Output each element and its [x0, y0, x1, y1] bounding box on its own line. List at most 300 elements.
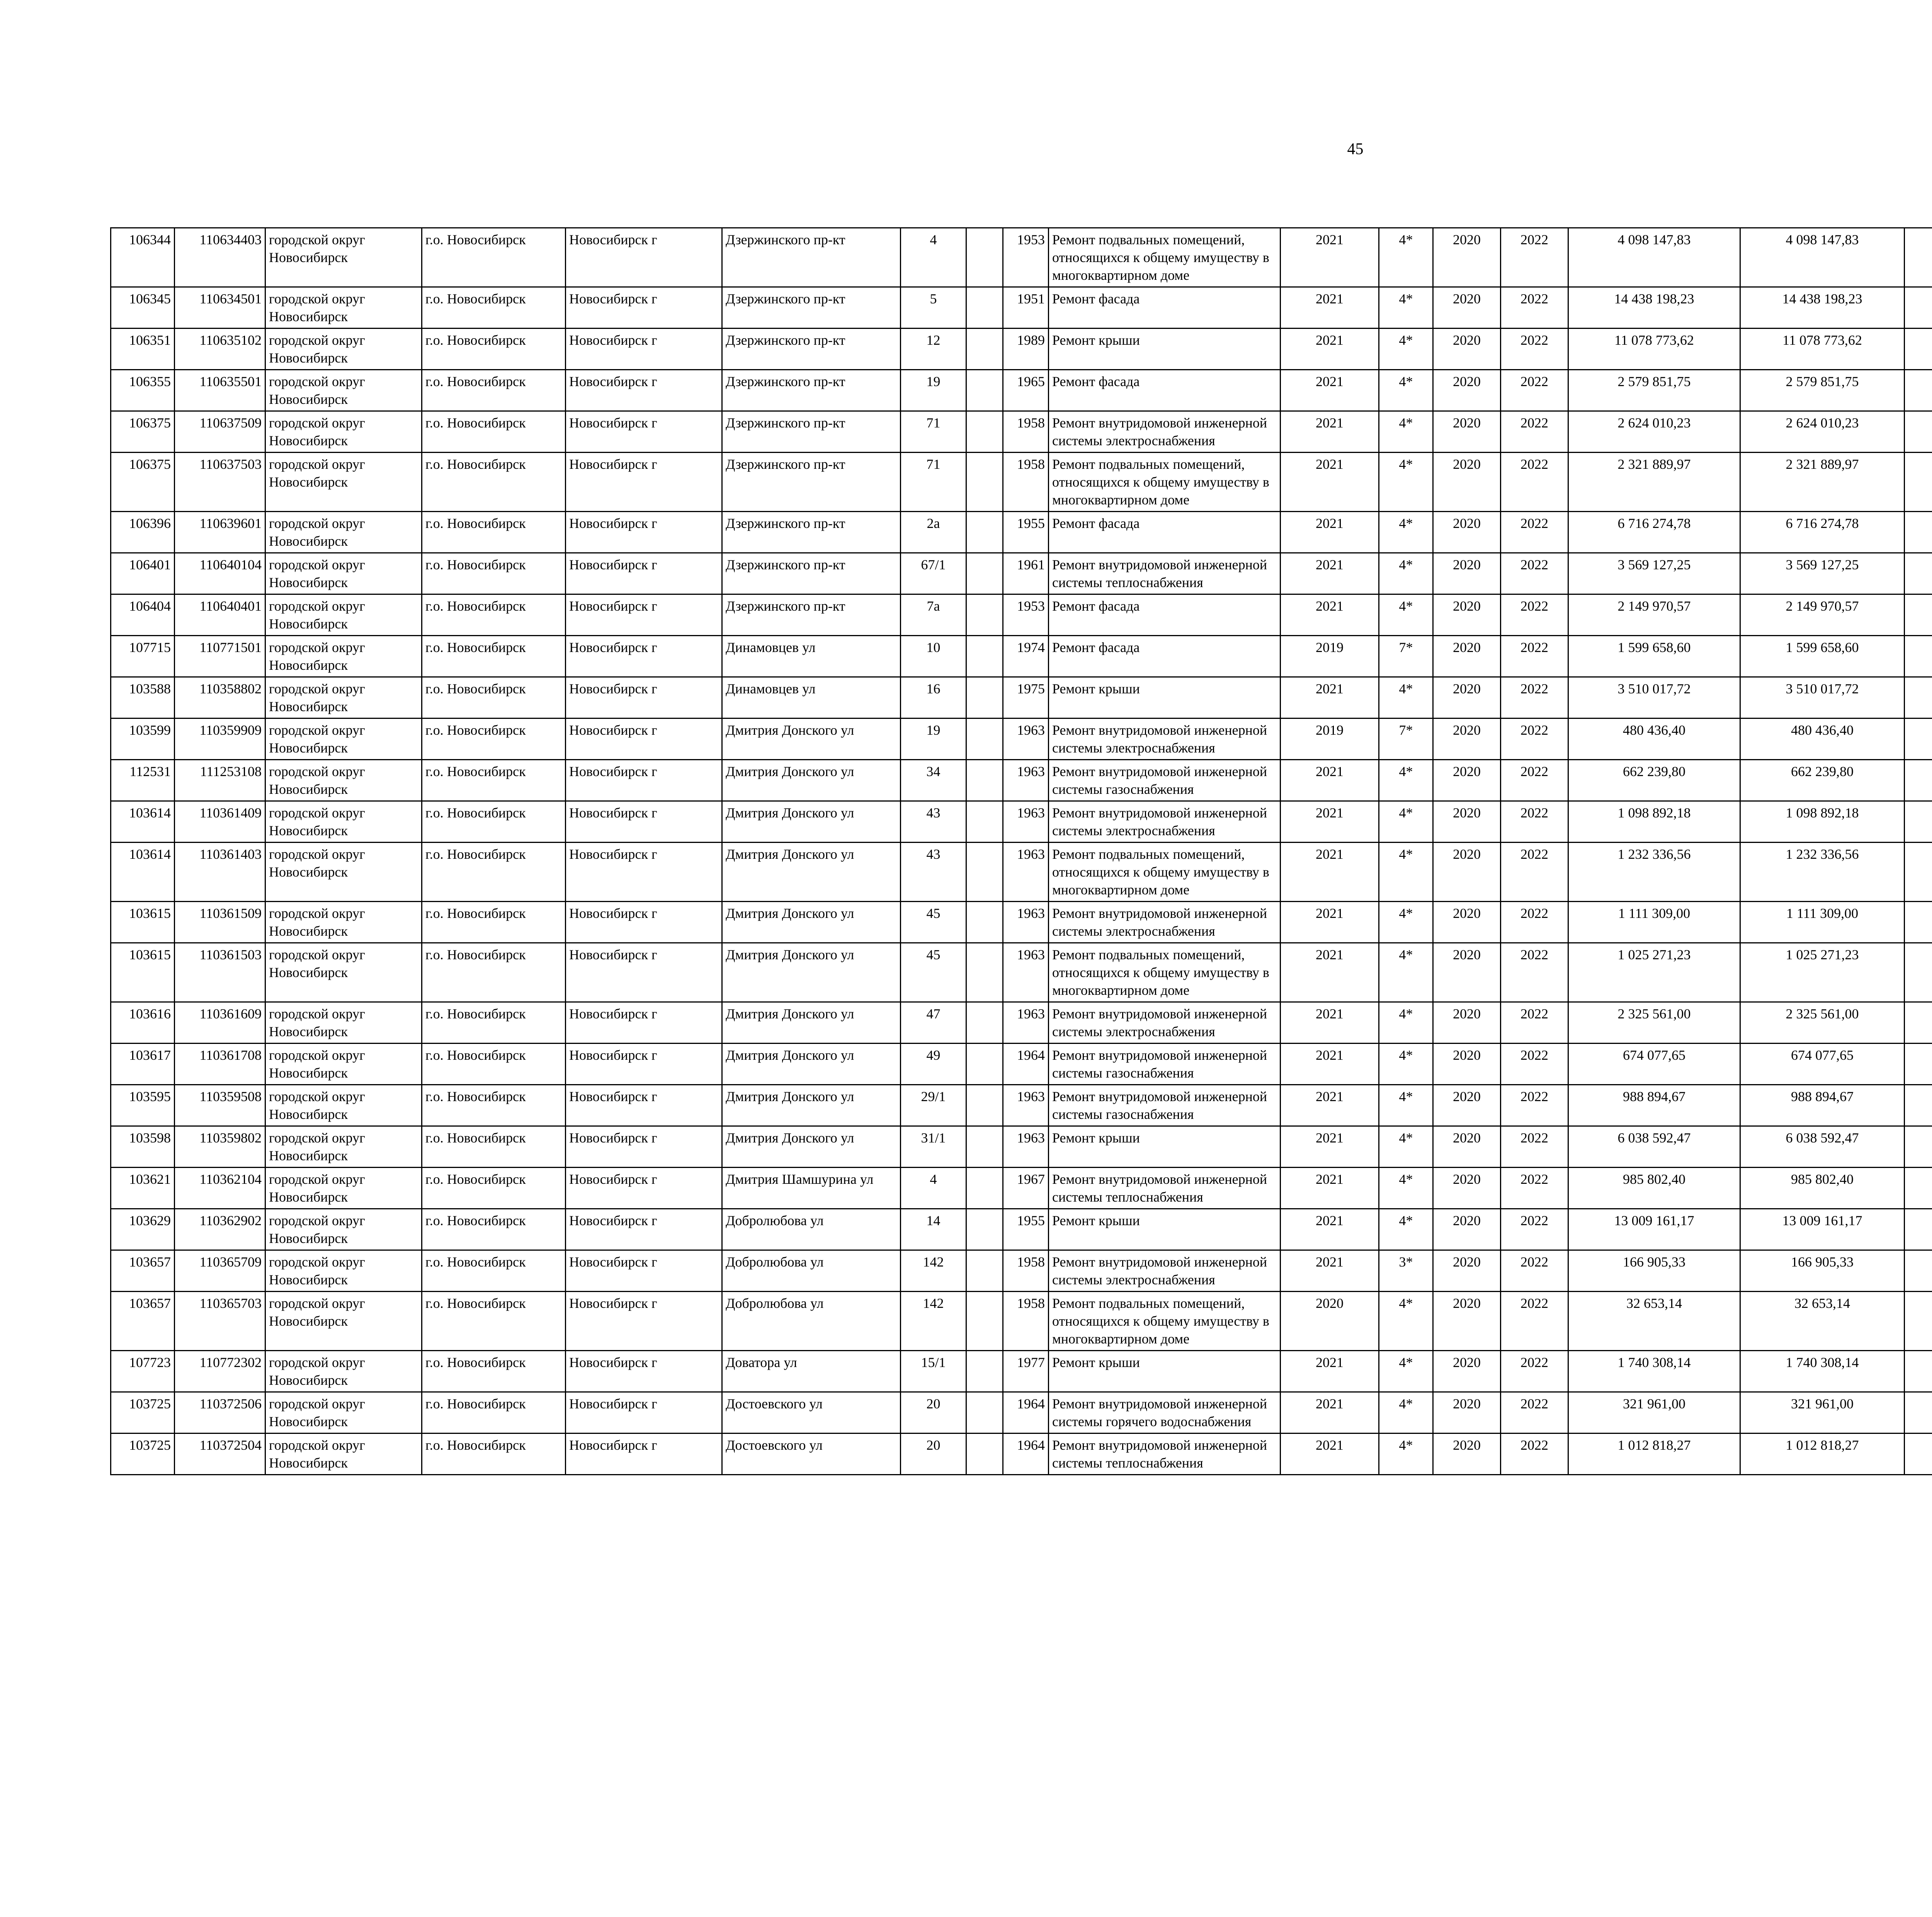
work-type-cell: Ремонт крыши: [1049, 1126, 1281, 1168]
build-year-cell: 1963: [1003, 902, 1049, 943]
house-number-cell: 71: [901, 411, 966, 453]
work-type-cell: Ремонт подвальных помещений, относящихся к общему имуществу в многоквартирном доме: [1049, 943, 1281, 1002]
house-number-cell: 31/1: [901, 1126, 966, 1168]
work-type-cell: Ремонт крыши: [1049, 1351, 1281, 1392]
object-id-cell: 106401: [111, 553, 175, 594]
total-cost-cell: 662 239,80: [1568, 760, 1740, 801]
work-type-cell: Ремонт подвальных помещений, относящихся к общему имуществу в многоквартирном доме: [1049, 453, 1281, 512]
work-type-cell: Ремонт фасада: [1049, 370, 1281, 411]
work-type-cell: Ремонт крыши: [1049, 329, 1281, 370]
city-district-cell: г.о. Новосибирск: [422, 1392, 566, 1433]
locality-cell: Новосибирск г: [566, 718, 722, 760]
street-cell: Достоевского ул: [722, 1392, 901, 1433]
work-type-cell: Ремонт фасада: [1049, 512, 1281, 553]
value-1-cell: [1905, 801, 1932, 843]
city-district-cell: г.о. Новосибирск: [422, 636, 566, 677]
city-district-cell: г.о. Новосибирск: [422, 370, 566, 411]
street-cell: Дмитрия Донского ул: [722, 1085, 901, 1126]
building-cell: [966, 287, 1003, 329]
municipal-district-cell: городской округ Новосибирск: [265, 1209, 422, 1250]
locality-cell: Новосибирск г: [566, 943, 722, 1002]
category-cell: 4*: [1379, 1085, 1433, 1126]
building-cell: [966, 1433, 1003, 1475]
build-year-cell: 1964: [1003, 1044, 1049, 1085]
city-district-cell: г.о. Новосибирск: [422, 1209, 566, 1250]
period-end-cell: 2022: [1501, 801, 1568, 843]
work-type-cell: Ремонт подвальных помещений, относящихся к общему имуществу в многоквартирном доме: [1049, 843, 1281, 902]
value-1-cell: [1905, 411, 1932, 453]
street-cell: Динамовцев ул: [722, 677, 901, 718]
program-code-cell: 110362104: [175, 1168, 265, 1209]
city-district-cell: г.о. Новосибирск: [422, 718, 566, 760]
fund-cost-cell: 1 232 336,56: [1740, 843, 1905, 902]
total-cost-cell: 985 802,40: [1568, 1168, 1740, 1209]
build-year-cell: 1967: [1003, 1168, 1049, 1209]
page-number: 45: [1347, 140, 1364, 158]
municipal-district-cell: городской округ Новосибирск: [265, 636, 422, 677]
building-cell: [966, 1044, 1003, 1085]
building-cell: [966, 718, 1003, 760]
building-cell: [966, 636, 1003, 677]
program-code-cell: 110640104: [175, 553, 265, 594]
fund-cost-cell: 14 438 198,23: [1740, 287, 1905, 329]
period-start-cell: 2020: [1433, 1085, 1501, 1126]
object-id-cell: 106345: [111, 287, 175, 329]
program-code-cell: 110639601: [175, 512, 265, 553]
period-end-cell: 2022: [1501, 329, 1568, 370]
build-year-cell: 1963: [1003, 1085, 1049, 1126]
street-cell: Добролюбова ул: [722, 1209, 901, 1250]
object-id-cell: 112531: [111, 760, 175, 801]
municipal-district-cell: городской округ Новосибирск: [265, 594, 422, 636]
value-1-cell: [1905, 677, 1932, 718]
locality-cell: Новосибирск г: [566, 1392, 722, 1433]
house-number-cell: 10: [901, 636, 966, 677]
period-start-cell: 2020: [1433, 594, 1501, 636]
category-cell: 4*: [1379, 1351, 1433, 1392]
object-id-cell: 106375: [111, 453, 175, 512]
period-end-cell: 2022: [1501, 1126, 1568, 1168]
object-id-cell: 106355: [111, 370, 175, 411]
plan-year-cell: 2021: [1281, 1002, 1379, 1044]
building-cell: [966, 1085, 1003, 1126]
building-cell: [966, 1002, 1003, 1044]
category-cell: 4*: [1379, 287, 1433, 329]
city-district-cell: г.о. Новосибирск: [422, 943, 566, 1002]
value-1-cell: [1905, 843, 1932, 902]
object-id-cell: 103599: [111, 718, 175, 760]
period-end-cell: 2022: [1501, 1292, 1568, 1351]
capital-repair-table: [110, 227, 1932, 1475]
period-start-cell: 2020: [1433, 453, 1501, 512]
municipal-district-cell: городской округ Новосибирск: [265, 1126, 422, 1168]
table-row: [111, 411, 1932, 453]
street-cell: Дзержинского пр-кт: [722, 411, 901, 453]
plan-year-cell: 2021: [1281, 411, 1379, 453]
plan-year-cell: 2021: [1281, 512, 1379, 553]
table-row: [111, 677, 1932, 718]
build-year-cell: 1963: [1003, 1126, 1049, 1168]
locality-cell: Новосибирск г: [566, 411, 722, 453]
period-start-cell: 2020: [1433, 1292, 1501, 1351]
work-type-cell: Ремонт внутридомовой инженерной системы электроснабжения: [1049, 902, 1281, 943]
program-code-cell: 110637509: [175, 411, 265, 453]
build-year-cell: 1958: [1003, 1292, 1049, 1351]
city-district-cell: г.о. Новосибирск: [422, 1126, 566, 1168]
city-district-cell: г.о. Новосибирск: [422, 411, 566, 453]
work-type-cell: Ремонт внутридомовой инженерной системы теплоснабжения: [1049, 1168, 1281, 1209]
period-start-cell: 2020: [1433, 1250, 1501, 1292]
category-cell: 7*: [1379, 636, 1433, 677]
municipal-district-cell: городской округ Новосибирск: [265, 411, 422, 453]
value-1-cell: [1905, 287, 1932, 329]
object-id-cell: 106344: [111, 228, 175, 287]
table-row: [111, 1351, 1932, 1392]
program-code-cell: 110361509: [175, 902, 265, 943]
build-year-cell: 1965: [1003, 370, 1049, 411]
building-cell: [966, 1168, 1003, 1209]
building-cell: [966, 594, 1003, 636]
street-cell: Дмитрия Донского ул: [722, 902, 901, 943]
object-id-cell: 107723: [111, 1351, 175, 1392]
value-1-cell: [1905, 718, 1932, 760]
value-1-cell: [1905, 370, 1932, 411]
build-year-cell: 1989: [1003, 329, 1049, 370]
city-district-cell: г.о. Новосибирск: [422, 594, 566, 636]
value-1-cell: [1905, 453, 1932, 512]
period-start-cell: 2020: [1433, 411, 1501, 453]
plan-year-cell: 2021: [1281, 228, 1379, 287]
city-district-cell: г.о. Новосибирск: [422, 760, 566, 801]
program-code-cell: 110361609: [175, 1002, 265, 1044]
value-1-cell: [1905, 1392, 1932, 1433]
total-cost-cell: 3 510 017,72: [1568, 677, 1740, 718]
building-cell: [966, 801, 1003, 843]
building-cell: [966, 453, 1003, 512]
period-end-cell: 2022: [1501, 370, 1568, 411]
period-start-cell: 2020: [1433, 718, 1501, 760]
street-cell: Дзержинского пр-кт: [722, 553, 901, 594]
program-code-cell: 110640401: [175, 594, 265, 636]
category-cell: 4*: [1379, 411, 1433, 453]
locality-cell: Новосибирск г: [566, 760, 722, 801]
period-end-cell: 2022: [1501, 943, 1568, 1002]
period-start-cell: 2020: [1433, 512, 1501, 553]
locality-cell: Новосибирск г: [566, 287, 722, 329]
period-end-cell: 2022: [1501, 453, 1568, 512]
table-row: [111, 1002, 1932, 1044]
category-cell: 7*: [1379, 718, 1433, 760]
program-code-cell: 110365709: [175, 1250, 265, 1292]
table-row: [111, 287, 1932, 329]
build-year-cell: 1955: [1003, 512, 1049, 553]
work-type-cell: Ремонт внутридомовой инженерной системы электроснабжения: [1049, 1250, 1281, 1292]
fund-cost-cell: 2 624 010,23: [1740, 411, 1905, 453]
work-type-cell: Ремонт внутридомовой инженерной системы теплоснабжения: [1049, 1433, 1281, 1475]
object-id-cell: 103616: [111, 1002, 175, 1044]
category-cell: 4*: [1379, 1392, 1433, 1433]
municipal-district-cell: городской округ Новосибирск: [265, 902, 422, 943]
work-type-cell: Ремонт внутридомовой инженерной системы горячего водоснабжения: [1049, 1392, 1281, 1433]
period-start-cell: 2020: [1433, 228, 1501, 287]
city-district-cell: г.о. Новосибирск: [422, 902, 566, 943]
period-start-cell: 2020: [1433, 843, 1501, 902]
building-cell: [966, 760, 1003, 801]
plan-year-cell: 2021: [1281, 1209, 1379, 1250]
period-start-cell: 2020: [1433, 1002, 1501, 1044]
period-start-cell: 2020: [1433, 943, 1501, 1002]
value-1-cell: [1905, 553, 1932, 594]
build-year-cell: 1951: [1003, 287, 1049, 329]
program-code-cell: 110372504: [175, 1433, 265, 1475]
building-cell: [966, 512, 1003, 553]
street-cell: Добролюбова ул: [722, 1292, 901, 1351]
period-end-cell: 2022: [1501, 512, 1568, 553]
total-cost-cell: 6 038 592,47: [1568, 1126, 1740, 1168]
table-row: [111, 760, 1932, 801]
work-type-cell: Ремонт подвальных помещений, относящихся к общему имуществу в многоквартирном доме: [1049, 228, 1281, 287]
program-code-cell: 110372506: [175, 1392, 265, 1433]
total-cost-cell: 1 740 308,14: [1568, 1351, 1740, 1392]
fund-cost-cell: 1 740 308,14: [1740, 1351, 1905, 1392]
building-cell: [966, 411, 1003, 453]
category-cell: 4*: [1379, 594, 1433, 636]
category-cell: 4*: [1379, 760, 1433, 801]
category-cell: 4*: [1379, 1168, 1433, 1209]
street-cell: Дмитрия Шамшурина ул: [722, 1168, 901, 1209]
table-row: [111, 801, 1932, 843]
city-district-cell: г.о. Новосибирск: [422, 1250, 566, 1292]
object-id-cell: 103629: [111, 1209, 175, 1250]
fund-cost-cell: 2 321 889,97: [1740, 453, 1905, 512]
plan-year-cell: 2021: [1281, 453, 1379, 512]
program-code-cell: 110634501: [175, 287, 265, 329]
period-end-cell: 2022: [1501, 1209, 1568, 1250]
municipal-district-cell: городской округ Новосибирск: [265, 1002, 422, 1044]
object-id-cell: 103595: [111, 1085, 175, 1126]
program-code-cell: 110361708: [175, 1044, 265, 1085]
total-cost-cell: 1 111 309,00: [1568, 902, 1740, 943]
city-district-cell: г.о. Новосибирск: [422, 1292, 566, 1351]
total-cost-cell: 1 025 271,23: [1568, 943, 1740, 1002]
locality-cell: Новосибирск г: [566, 594, 722, 636]
period-end-cell: 2022: [1501, 1351, 1568, 1392]
city-district-cell: г.о. Новосибирск: [422, 677, 566, 718]
work-type-cell: Ремонт подвальных помещений, относящихся к общему имуществу в многоквартирном доме: [1049, 1292, 1281, 1351]
street-cell: Дзержинского пр-кт: [722, 453, 901, 512]
category-cell: 4*: [1379, 512, 1433, 553]
city-district-cell: г.о. Новосибирск: [422, 329, 566, 370]
object-id-cell: 103615: [111, 902, 175, 943]
period-end-cell: 2022: [1501, 1085, 1568, 1126]
period-start-cell: 2020: [1433, 370, 1501, 411]
municipal-district-cell: городской округ Новосибирск: [265, 1351, 422, 1392]
street-cell: Достоевского ул: [722, 1433, 901, 1475]
street-cell: Дзержинского пр-кт: [722, 228, 901, 287]
street-cell: Дмитрия Донского ул: [722, 1126, 901, 1168]
table-row: [111, 1292, 1932, 1351]
house-number-cell: 67/1: [901, 553, 966, 594]
building-cell: [966, 1250, 1003, 1292]
house-number-cell: 29/1: [901, 1085, 966, 1126]
house-number-cell: 43: [901, 801, 966, 843]
fund-cost-cell: 3 569 127,25: [1740, 553, 1905, 594]
period-start-cell: 2020: [1433, 553, 1501, 594]
city-district-cell: г.о. Новосибирск: [422, 1044, 566, 1085]
object-id-cell: 106375: [111, 411, 175, 453]
street-cell: Динамовцев ул: [722, 636, 901, 677]
period-end-cell: 2022: [1501, 411, 1568, 453]
municipal-district-cell: городской округ Новосибирск: [265, 1292, 422, 1351]
city-district-cell: г.о. Новосибирск: [422, 1168, 566, 1209]
city-district-cell: г.о. Новосибирск: [422, 843, 566, 902]
build-year-cell: 1963: [1003, 801, 1049, 843]
period-start-cell: 2020: [1433, 1433, 1501, 1475]
value-1-cell: [1905, 1044, 1932, 1085]
house-number-cell: 20: [901, 1392, 966, 1433]
program-code-cell: 110359909: [175, 718, 265, 760]
city-district-cell: г.о. Новосибирск: [422, 228, 566, 287]
street-cell: Дзержинского пр-кт: [722, 329, 901, 370]
period-start-cell: 2020: [1433, 1209, 1501, 1250]
street-cell: Дмитрия Донского ул: [722, 1002, 901, 1044]
object-id-cell: 106404: [111, 594, 175, 636]
plan-year-cell: 2021: [1281, 943, 1379, 1002]
total-cost-cell: 2 325 561,00: [1568, 1002, 1740, 1044]
category-cell: 4*: [1379, 370, 1433, 411]
city-district-cell: г.о. Новосибирск: [422, 287, 566, 329]
plan-year-cell: 2021: [1281, 287, 1379, 329]
city-district-cell: г.о. Новосибирск: [422, 1002, 566, 1044]
plan-year-cell: 2021: [1281, 1168, 1379, 1209]
municipal-district-cell: городской округ Новосибирск: [265, 512, 422, 553]
total-cost-cell: 988 894,67: [1568, 1085, 1740, 1126]
work-type-cell: Ремонт внутридомовой инженерной системы электроснабжения: [1049, 1002, 1281, 1044]
house-number-cell: 19: [901, 370, 966, 411]
category-cell: 4*: [1379, 1433, 1433, 1475]
program-code-cell: 110359508: [175, 1085, 265, 1126]
category-cell: 4*: [1379, 1002, 1433, 1044]
work-type-cell: Ремонт внутридомовой инженерной системы газоснабжения: [1049, 1044, 1281, 1085]
locality-cell: Новосибирск г: [566, 1250, 722, 1292]
plan-year-cell: 2020: [1281, 1292, 1379, 1351]
period-start-cell: 2020: [1433, 329, 1501, 370]
house-number-cell: 7а: [901, 594, 966, 636]
total-cost-cell: 14 438 198,23: [1568, 287, 1740, 329]
work-type-cell: Ремонт внутридомовой инженерной системы газоснабжения: [1049, 760, 1281, 801]
object-id-cell: 106351: [111, 329, 175, 370]
locality-cell: Новосибирск г: [566, 1433, 722, 1475]
plan-year-cell: 2021: [1281, 902, 1379, 943]
street-cell: Дзержинского пр-кт: [722, 287, 901, 329]
build-year-cell: 1977: [1003, 1351, 1049, 1392]
work-type-cell: Ремонт внутридомовой инженерной системы электроснабжения: [1049, 411, 1281, 453]
municipal-district-cell: городской округ Новосибирск: [265, 943, 422, 1002]
fund-cost-cell: 985 802,40: [1740, 1168, 1905, 1209]
building-cell: [966, 228, 1003, 287]
build-year-cell: 1963: [1003, 943, 1049, 1002]
house-number-cell: 15/1: [901, 1351, 966, 1392]
period-end-cell: 2022: [1501, 636, 1568, 677]
total-cost-cell: 3 569 127,25: [1568, 553, 1740, 594]
category-cell: 4*: [1379, 843, 1433, 902]
period-start-cell: 2020: [1433, 1044, 1501, 1085]
fund-cost-cell: 1 111 309,00: [1740, 902, 1905, 943]
category-cell: 4*: [1379, 677, 1433, 718]
fund-cost-cell: 674 077,65: [1740, 1044, 1905, 1085]
object-id-cell: 103725: [111, 1392, 175, 1433]
work-type-cell: Ремонт внутридомовой инженерной системы газоснабжения: [1049, 1085, 1281, 1126]
municipal-district-cell: городской округ Новосибирск: [265, 1433, 422, 1475]
street-cell: Дмитрия Донского ул: [722, 1044, 901, 1085]
program-code-cell: 110637503: [175, 453, 265, 512]
fund-cost-cell: 1 012 818,27: [1740, 1433, 1905, 1475]
city-district-cell: г.о. Новосибирск: [422, 1351, 566, 1392]
object-id-cell: 103657: [111, 1250, 175, 1292]
city-district-cell: г.о. Новосибирск: [422, 453, 566, 512]
category-cell: 4*: [1379, 1209, 1433, 1250]
fund-cost-cell: 480 436,40: [1740, 718, 1905, 760]
fund-cost-cell: 166 905,33: [1740, 1250, 1905, 1292]
period-end-cell: 2022: [1501, 1433, 1568, 1475]
fund-cost-cell: 2 149 970,57: [1740, 594, 1905, 636]
total-cost-cell: 2 579 851,75: [1568, 370, 1740, 411]
fund-cost-cell: 32 653,14: [1740, 1292, 1905, 1351]
street-cell: Дмитрия Донского ул: [722, 843, 901, 902]
period-start-cell: 2020: [1433, 1392, 1501, 1433]
program-code-cell: 110771501: [175, 636, 265, 677]
table-row: [111, 594, 1932, 636]
build-year-cell: 1974: [1003, 636, 1049, 677]
locality-cell: Новосибирск г: [566, 553, 722, 594]
house-number-cell: 142: [901, 1250, 966, 1292]
value-1-cell: [1905, 1433, 1932, 1475]
municipal-district-cell: городской округ Новосибирск: [265, 843, 422, 902]
municipal-district-cell: городской округ Новосибирск: [265, 1392, 422, 1433]
street-cell: Дзержинского пр-кт: [722, 594, 901, 636]
value-1-cell: [1905, 1209, 1932, 1250]
plan-year-cell: 2021: [1281, 329, 1379, 370]
plan-year-cell: 2021: [1281, 1433, 1379, 1475]
plan-year-cell: 2021: [1281, 1044, 1379, 1085]
table-row: [111, 1433, 1932, 1475]
value-1-cell: [1905, 943, 1932, 1002]
building-cell: [966, 677, 1003, 718]
street-cell: Дмитрия Донского ул: [722, 718, 901, 760]
program-code-cell: 110361403: [175, 843, 265, 902]
category-cell: 4*: [1379, 1044, 1433, 1085]
street-cell: Дмитрия Донского ул: [722, 801, 901, 843]
city-district-cell: г.о. Новосибирск: [422, 801, 566, 843]
period-end-cell: 2022: [1501, 1392, 1568, 1433]
period-end-cell: 2022: [1501, 1168, 1568, 1209]
value-1-cell: [1905, 1085, 1932, 1126]
program-code-cell: 110362902: [175, 1209, 265, 1250]
program-code-cell: 110365703: [175, 1292, 265, 1351]
table-row: [111, 1168, 1932, 1209]
table-row: [111, 902, 1932, 943]
locality-cell: Новосибирск г: [566, 677, 722, 718]
plan-year-cell: 2021: [1281, 760, 1379, 801]
plan-year-cell: 2021: [1281, 594, 1379, 636]
street-cell: Дмитрия Донского ул: [722, 943, 901, 1002]
fund-cost-cell: 6 716 274,78: [1740, 512, 1905, 553]
object-id-cell: 103725: [111, 1433, 175, 1475]
building-cell: [966, 1351, 1003, 1392]
locality-cell: Новосибирск г: [566, 801, 722, 843]
locality-cell: Новосибирск г: [566, 329, 722, 370]
locality-cell: Новосибирск г: [566, 1002, 722, 1044]
